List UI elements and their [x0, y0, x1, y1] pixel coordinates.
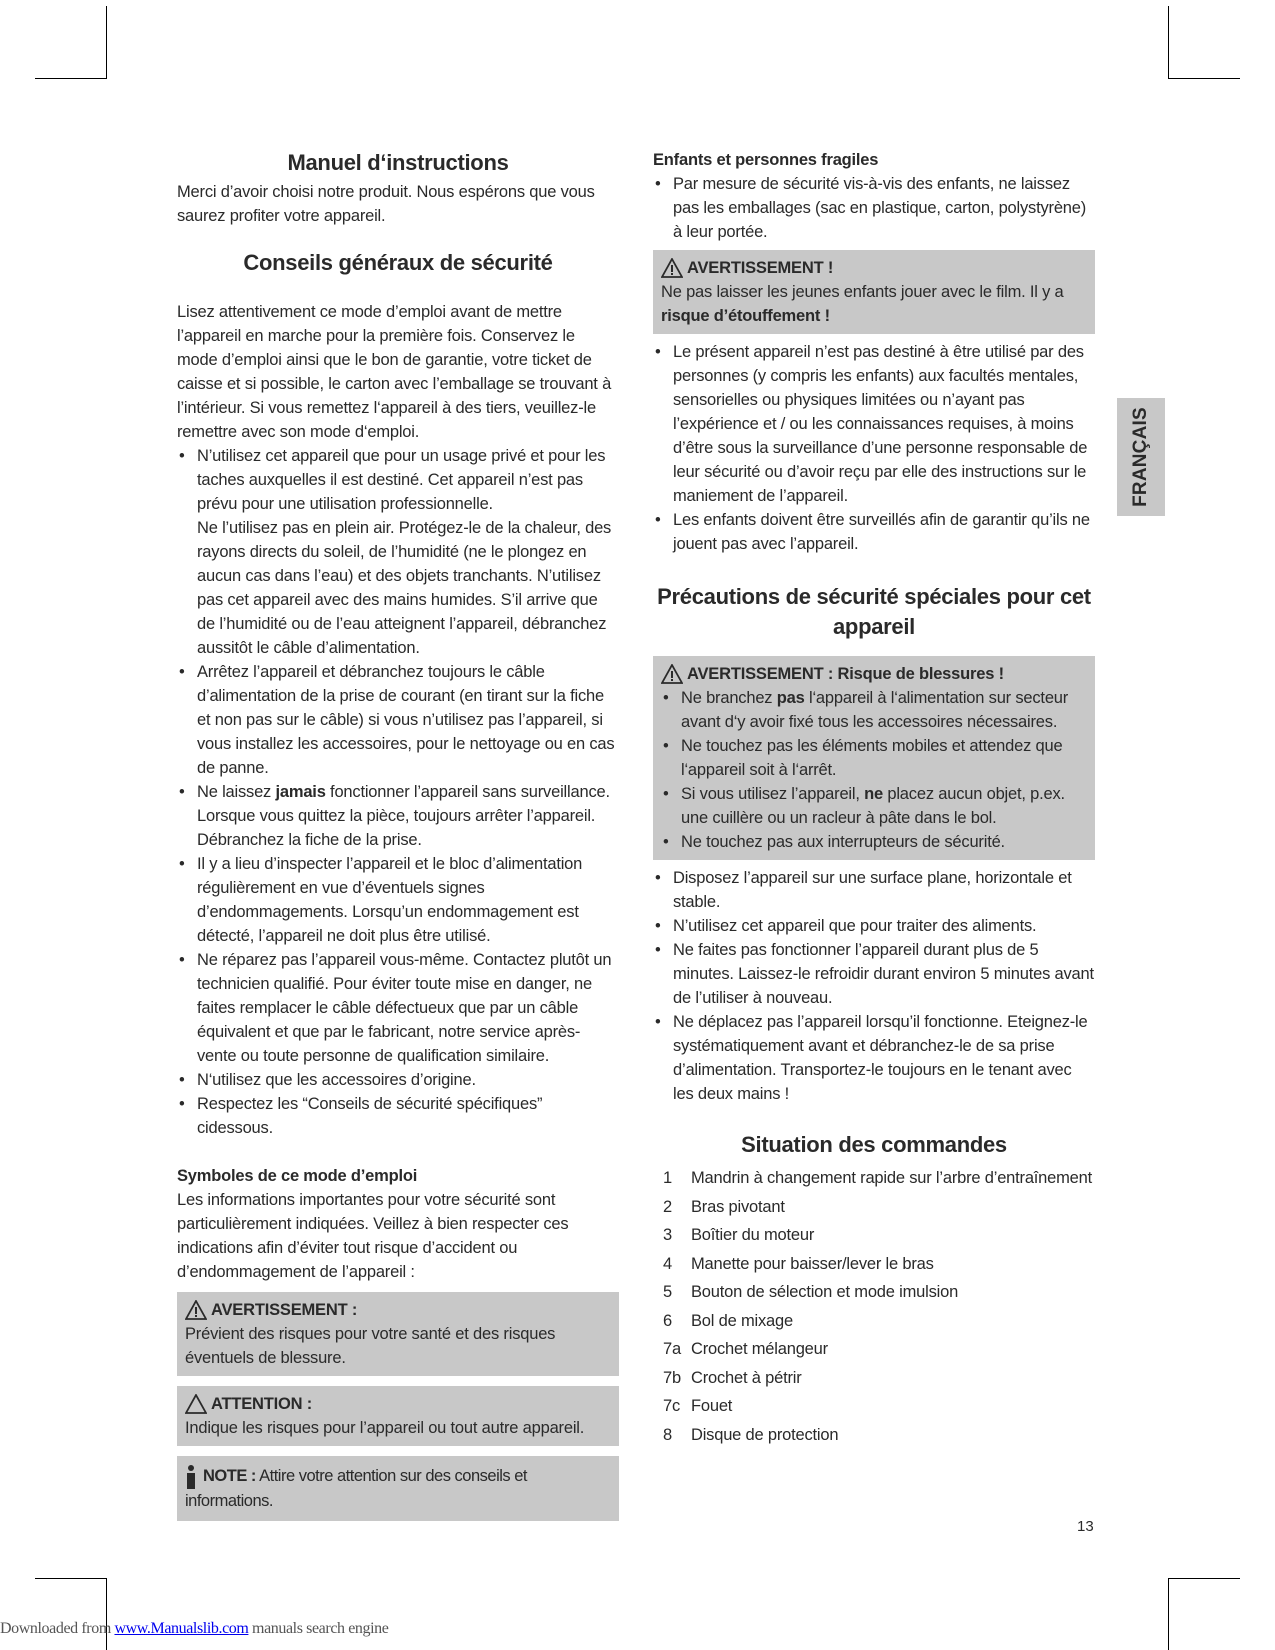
bullet-text: fonctionner l’appareil sans surveillance. Lorsque vous quittez la pièce, toujours arrêter l’appareil. Débranchez la fiche de la prise. — [197, 783, 610, 849]
list-item — [177, 948, 619, 1068]
control-item — [653, 1193, 1095, 1222]
precautions-heading: Précautions de sécurité spéciales pour cet appareil — [657, 584, 1091, 639]
control-label: Mandrin à changement rapide sur l’arbre d’entraînement — [691, 1169, 1093, 1187]
control-label: Crochet mélangeur — [691, 1340, 828, 1358]
warning-triangle-icon — [661, 258, 683, 278]
control-label: Manette pour baisser/lever le bras — [691, 1254, 934, 1273]
attention-box-text: Indique les risques pour l’appareil ou tout autre appareil. — [185, 1419, 585, 1437]
crop-mark — [1168, 6, 1169, 79]
children-bullet-list-2 — [653, 340, 1095, 556]
bullet-text: Ne laissez — [197, 783, 276, 801]
control-number: 7a — [663, 1340, 681, 1358]
warning-box-text: Prévient des risques pour votre santé et des risques éventuels de blessure. — [185, 1325, 556, 1367]
control-label: Boîtier du moteur — [691, 1226, 815, 1244]
list-item — [177, 660, 619, 780]
control-number: 3 — [663, 1226, 672, 1244]
attention-box — [177, 1386, 619, 1446]
control-item — [653, 1164, 1095, 1193]
control-number: 4 — [663, 1254, 672, 1273]
list-item — [177, 444, 619, 660]
crop-mark — [106, 1578, 107, 1650]
list-item: • Ne déplacez pas l’appareil lorsqu’il fonctionne. Eteignez-le systématiquement avant et débranchez-le de sa prise d’alimentation. Transportez-le toujours en le tenant avec les deux mains ! — [653, 1010, 1095, 1106]
controls-list — [653, 1164, 1095, 1449]
bullet-text: Il y a lieu d’inspecter l’appareil et le bloc d’alimentation régulièrement en vue d’éventuels signes d’endommagements. Lorsqu’un endommagement est détecté, l’appareil ne doit plus être utilisé. — [197, 855, 583, 945]
children-heading: Enfants et personnes fragiles — [653, 151, 879, 169]
crop-mark — [106, 6, 107, 79]
injury-warning-box — [653, 656, 1095, 860]
list-item — [661, 734, 1087, 782]
list-item — [661, 686, 1087, 734]
footer-link[interactable]: www.Manualslib.com — [114, 1620, 249, 1637]
list-item — [177, 1092, 619, 1140]
note-box-text: Attire votre attention sur des conseils et informations. — [185, 1467, 528, 1510]
warning-triangle-icon — [661, 664, 683, 684]
crop-mark — [35, 78, 107, 79]
list-item: • N’utilisez cet appareil que pour traiter des aliments. — [653, 914, 1095, 938]
suffocation-warning-box — [653, 250, 1095, 334]
control-number: 6 — [663, 1311, 672, 1330]
control-item — [653, 1307, 1095, 1336]
crop-mark — [1168, 1578, 1169, 1650]
safety-bullet-list — [177, 444, 619, 1140]
children-bullet-list — [653, 172, 1095, 244]
warning-triangle-icon — [185, 1300, 207, 1320]
page-number: 13 — [1077, 1518, 1094, 1535]
info-icon — [185, 1465, 197, 1489]
warning-box-head: AVERTISSEMENT ! — [687, 259, 834, 277]
control-item — [653, 1335, 1095, 1364]
bullet-text: N’utilisez cet appareil que pour un usage privé et pour les taches auxquelles il est destiné. Cet appareil n’est pas prévu pour une utilisation professionnelle. — [197, 447, 606, 513]
download-footer — [0, 1620, 388, 1638]
control-label: Fouet — [691, 1397, 733, 1415]
control-label: Bol de mixage — [691, 1311, 793, 1330]
safety-intro: Lisez attentivement ce mode d’emploi avant de mettre l’appareil en marche pour la première fois. Conservez le mode d’emploi ainsi que le bon de garantie, votre ticket de caisse et si possible, le carton avec l’emballage se trouvant à l’intérieur. Si vous remettez l‘appareil à des tiers, veuillez-le remettre avec son mode d‘emploi. — [177, 303, 612, 441]
symbols-intro: Les informations importantes pour votre sécurité sont particulièrement indiquées. Veillez à bien respecter ces indications afin d’éviter tout risque d’accident ou d’endommagement de l’appareil : — [177, 1191, 569, 1281]
note-box-head: NOTE : — [203, 1467, 256, 1485]
bullet-text: Ne branchez — [681, 689, 777, 707]
footer-suffix: manuals search engine — [248, 1620, 389, 1637]
list-item: • Par mesure de sécurité vis-à-vis des enfants, ne laissez pas les emballages (sac en plastique, carton, polystyrène) à leur portée. — [653, 172, 1095, 244]
bullet-text: N‘utilisez que les accessoires d’origine. — [197, 1071, 476, 1089]
control-label: Bras pivotant — [691, 1197, 785, 1216]
bullet-text: Ne l’utilisez pas en plein air. Protégez-le de la chaleur, des rayons directs du soleil, de l’humidité (ne le plongez en aucun cas dans l’eau) et des objets tranchants. N’utilisez pas cet appareil avec des mains humides. S’il arrive que de l’humidité ou de l’eau atteignent l’appareil, débranchez aussitôt le câble d’alimentation. — [197, 519, 612, 657]
list-item: • Ne faites pas fonctionner l’appareil durant plus de 5 minutes. Laissez-le refroidir durant environ 5 minutes avant de l’utiliser à nouveau. — [653, 938, 1095, 1010]
control-item — [653, 1278, 1095, 1307]
language-tab-label: FRANÇAIS — [1130, 407, 1152, 507]
control-label: Bouton de sélection et mode imulsion — [691, 1283, 959, 1301]
note-box — [177, 1456, 619, 1521]
list-item: • Disposez l’appareil sur une surface plane, horizontale et stable. — [653, 866, 1095, 914]
symbols-heading: Symboles de ce mode d’emploi — [177, 1167, 418, 1185]
attention-triangle-icon — [185, 1394, 207, 1414]
control-item — [653, 1364, 1095, 1393]
control-label: Disque de protection — [691, 1425, 839, 1444]
bullet-text: l‘appareil à l‘alimentation sur secteur avant d‘y avoir fixé tous les accessoires nécessaires. — [681, 689, 1069, 731]
warning-box-text: Ne pas laisser les jeunes enfants jouer avec le film. Il y a — [661, 283, 1064, 301]
control-number: 2 — [663, 1197, 672, 1216]
warning-box — [177, 1292, 619, 1376]
injury-box-list — [661, 686, 1087, 854]
language-tab — [1117, 398, 1165, 516]
crop-mark — [1168, 78, 1240, 79]
footer-prefix: Downloaded from — [0, 1620, 115, 1637]
injury-box-head: AVERTISSEMENT : Risque de blessures ! — [687, 665, 1004, 683]
left-column — [177, 148, 619, 1521]
bullet-text: Ne réparez pas l’appareil vous-même. Contactez plutôt un technicien qualifié. Pour éviter toute mise en danger, ne faites remplacer le câble défectueux que par un câble équivalent et que par le fabricant, notre service après-vente ou toute personne de qualification similaire. — [197, 951, 612, 1065]
right-column — [653, 148, 1095, 1449]
bullet-text: Respectez les “Conseils de sécurité spécifiques” cidessous. — [197, 1095, 543, 1137]
crop-mark — [1168, 1578, 1240, 1579]
warning-box-head: AVERTISSEMENT : — [211, 1301, 358, 1319]
crop-mark — [35, 1578, 107, 1579]
list-item — [177, 852, 619, 948]
safety-heading: Conseils généraux de sécurité — [243, 250, 553, 275]
control-number: 7c — [663, 1397, 681, 1415]
control-item — [653, 1392, 1095, 1421]
controls-heading: Situation des commandes — [741, 1132, 1007, 1157]
bullet-text: Ne touchez pas les éléments mobiles et attendez que l‘appareil soit à l‘arrêt. — [681, 737, 1063, 779]
list-item — [177, 780, 619, 852]
bullet-text: Ne touchez pas aux interrupteurs de sécurité. — [681, 833, 1005, 851]
list-item — [661, 782, 1087, 830]
attention-box-head: ATTENTION : — [211, 1395, 313, 1413]
control-number: 5 — [663, 1283, 672, 1301]
list-item: • Les enfants doivent être surveillés afin de garantir qu’ils ne jouent pas avec l’appareil. — [653, 508, 1095, 556]
control-number: 8 — [663, 1425, 672, 1444]
control-label: Crochet à pétrir — [691, 1368, 802, 1387]
bullet-text: placez aucun objet, p.ex. une cuillère ou un racleur à pâte dans le bol. — [681, 785, 1065, 827]
bullet-emphasis: jamais — [275, 783, 326, 801]
control-item — [653, 1421, 1095, 1450]
control-number: 1 — [663, 1169, 672, 1187]
list-item — [661, 830, 1087, 854]
control-item — [653, 1221, 1095, 1250]
bullet-text: Si vous utilisez l’appareil, — [681, 785, 865, 803]
page-title: Manuel d‘instructions — [287, 150, 509, 175]
list-item — [177, 1068, 619, 1092]
intro-text: Merci d’avoir choisi notre produit. Nous espérons que vous saurez profiter votre appareil. — [177, 183, 595, 225]
control-number: 7b — [663, 1368, 681, 1387]
precautions-bullet-list — [653, 866, 1095, 1106]
control-item — [653, 1250, 1095, 1279]
warning-box-emphasis: risque d’étouffement ! — [661, 307, 830, 325]
bullet-emphasis: pas — [776, 689, 805, 707]
bullet-emphasis: ne — [864, 785, 883, 803]
bullet-text: Arrêtez l’appareil et débranchez toujours le câble d’alimentation de la prise de courant (en tirant sur la fiche et non pas sur le câble) si vous n’utilisez pas l’appareil, si vous installez les accessoires, pour le nettoyage ou en cas de panne. — [197, 663, 615, 777]
list-item: • Le présent appareil n’est pas destiné à être utilisé par des personnes (y compris les enfants) aux facultés mentales, sensorielles ou physiques limitées ou n’ayant pas l’expérience et / ou les connaissances requises, à moins d’être sous la surveillance d’une personne responsable de leur sécurité ou d’avoir reçu par elle des instructions sur le maniement de l’appareil. — [653, 340, 1095, 508]
